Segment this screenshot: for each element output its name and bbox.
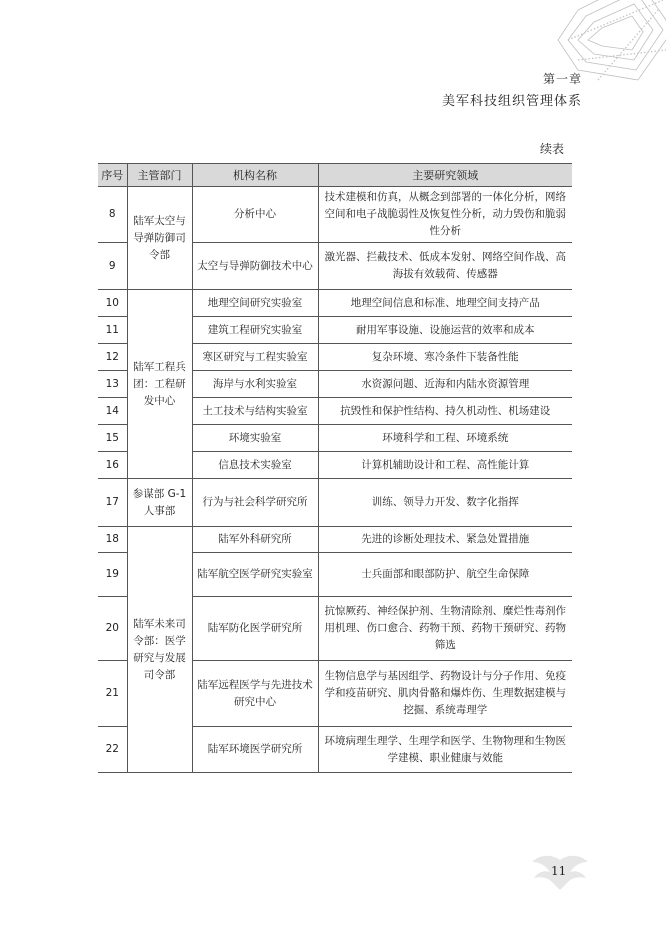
row-number: 18 [98,527,127,553]
research-field: 复杂环境、寒冷条件下装备性能 [318,344,572,371]
row-number: 19 [98,553,127,597]
research-field: 耐用军事设施、设施运营的效率和成本 [318,317,572,344]
organization-name: 行为与社会科学研究所 [192,479,318,527]
organization-name: 地理空间研究实验室 [192,290,318,317]
organization-name: 建筑工程研究实验室 [192,317,318,344]
row-number: 10 [98,290,127,317]
research-field: 抗惊厥药、神经保护剂、生物清除剂、糜烂性毒剂作用机理、伤口愈合、药物干预、药物干预研究、药物筛选 [318,597,572,661]
department-cell: 参谋部 G-1 人事部 [127,479,192,527]
organization-name: 陆军环境医学研究所 [192,727,318,773]
chapter-title: 美军科技组织管理体系 [441,94,582,109]
research-field: 激光器、拦截技术、低成本发射、网络空间作战、高海拔有效载荷、传感器 [318,243,572,290]
row-number: 8 [98,187,127,243]
research-field: 水资源问题、近海和内陆水资源管理 [318,371,572,398]
research-field: 训练、领导力开发、数字化指挥 [318,479,572,527]
organization-name: 陆军外科研究所 [192,527,318,553]
row-number: 22 [98,727,127,773]
page-number: 11 [551,864,567,878]
column-header: 主要研究领域 [318,164,572,187]
row-number: 20 [98,597,127,661]
department-cell: 陆军未来司令部：医学研究与发展司令部 [127,527,192,773]
research-field: 地理空间信息和标准、地理空间支持产品 [318,290,572,317]
table-row [98,527,572,553]
research-field: 环境科学和工程、环境系统 [318,425,572,452]
organization-name: 陆军防化医学研究所 [192,597,318,661]
column-header: 序号 [98,164,127,187]
organization-name: 信息技术实验室 [192,452,318,479]
row-number: 11 [98,317,127,344]
row-number: 21 [98,661,127,727]
continued-label: 续表 [540,142,565,156]
row-number: 9 [98,243,127,290]
table-row [98,187,572,243]
research-field: 士兵面部和眼部防护、航空生命保障 [318,553,572,597]
column-header: 机构名称 [192,164,318,187]
row-number: 15 [98,425,127,452]
row-number: 13 [98,371,127,398]
research-field: 生物信息学与基因组学、药物设计与分子作用、免疫学和疫苗研究、肌肉骨骼和爆炸伤、生理数据建模与挖掘、系统毒理学 [318,661,572,727]
table-row [98,479,572,527]
organization-name: 海岸与水利实验室 [192,371,318,398]
institution-table [98,163,572,773]
row-number: 12 [98,344,127,371]
row-number: 17 [98,479,127,527]
organization-name: 陆军远程医学与先进技术研究中心 [192,661,318,727]
organization-name: 土工技术与结构实验室 [192,398,318,425]
department-cell: 陆军太空与导弹防御司令部 [127,187,192,290]
table-header-row [98,164,572,187]
table-row [98,290,572,317]
organization-name: 环境实验室 [192,425,318,452]
organization-name: 太空与导弹防御技术中心 [192,243,318,290]
research-field: 抗毁性和保护性结构、持久机动性、机场建设 [318,398,572,425]
row-number: 16 [98,452,127,479]
research-field: 先进的诊断处理技术、紧急处置措施 [318,527,572,553]
column-header: 主管部门 [127,164,192,187]
organization-name: 寒区研究与工程实验室 [192,344,318,371]
research-field: 技术建模和仿真，从概念到部署的一体化分析，网络空间和电子战脆弱性及恢复性分析，动力毁伤和脆弱性分析 [318,187,572,243]
research-field: 环境病理生理学、生理学和医学、生物物理和生物医学建模、职业健康与效能 [318,727,572,773]
organization-name: 陆军航空医学研究实验室 [192,553,318,597]
row-number: 14 [98,398,127,425]
chapter-number: 第一章 [542,72,582,86]
organization-name: 分析中心 [192,187,318,243]
research-field: 计算机辅助设计和工程、高性能计算 [318,452,572,479]
department-cell: 陆军工程兵团：工程研发中心 [127,290,192,479]
